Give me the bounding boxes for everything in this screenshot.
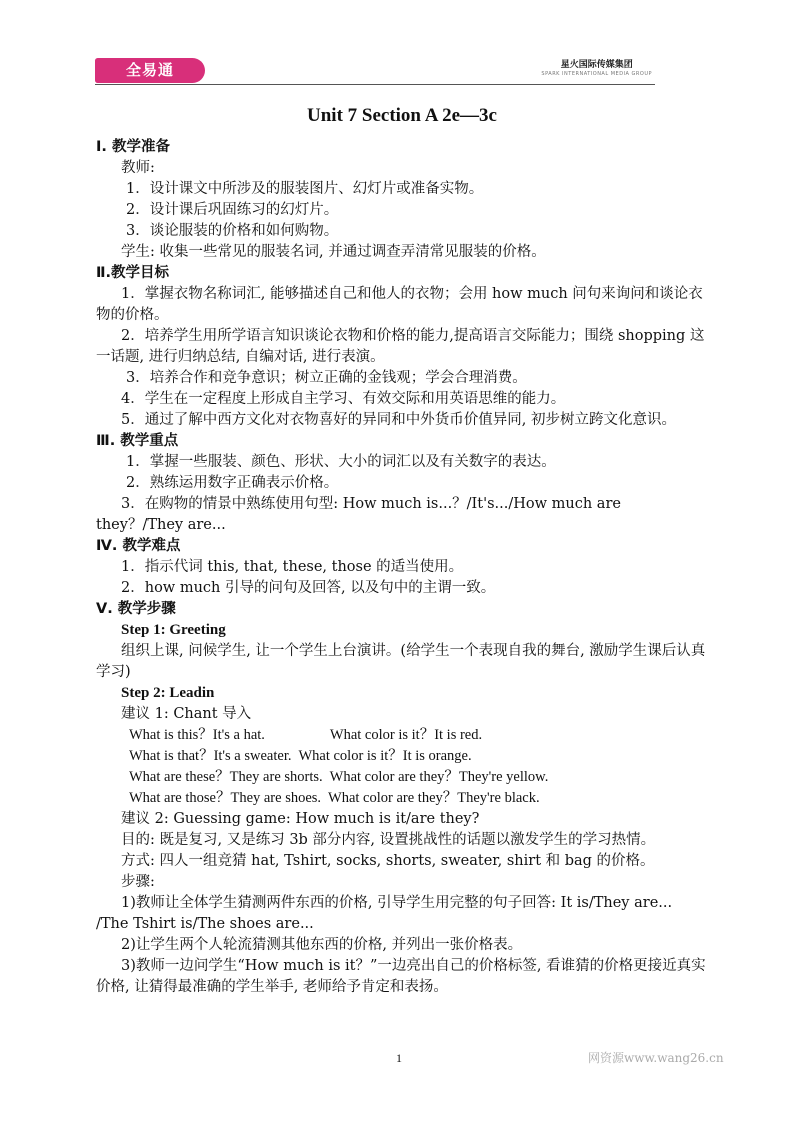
paragraph: 目的: 既是复习, 又是练习 3b 部分内容, 设置挑战性的话题以激发学生的学习热情。	[121, 832, 656, 848]
list-item: 2)让学生两个人轮流猜测其他东西的价格, 并列出一张价格表。	[121, 937, 523, 953]
brand-logo: 全易通	[95, 58, 205, 83]
section-heading: Ⅳ. 教学难点	[96, 538, 181, 554]
list-item: 1．掌握一些服装、颜色、形状、大小的词汇以及有关数字的表达。	[126, 454, 556, 470]
chant-line: What is this？It's a hat. What color is it？It is red.	[129, 727, 483, 743]
page-number: 1	[396, 1051, 402, 1065]
list-item: 4．学生在一定程度上形成自主学习、有效交际和用英语思维的能力。	[121, 391, 566, 407]
section-heading: Ⅲ. 教学重点	[96, 433, 179, 449]
section-heading: Ⅰ. 教学准备	[96, 139, 170, 155]
paragraph: 组织上课, 问候学生, 让一个学生上台演讲。(给学生一个表现自我的舞台, 激励学生课后认真学习)	[96, 643, 706, 680]
list-item: 3)教师一边问学生“How much is it？”一边亮出自己的价格标签, 看谁猜的价格更接近真实价格, 让猜得最准确的学生举手, 老师给予肯定和表扬。	[96, 958, 706, 995]
list-item: 3．在购物的情景中熟练使用句型: How much is...？/It's.../How much are they？/They are...	[96, 496, 621, 533]
list-item: 2．熟练运用数字正确表示价格。	[126, 475, 339, 491]
step-title: Step 2: Leadin	[121, 685, 215, 701]
section-heading: Ⅴ. 教学步骤	[96, 601, 176, 617]
source-watermark: 网资源www.wang26.cn	[588, 1051, 724, 1065]
publisher-name: 星火国际传媒集团	[560, 60, 633, 70]
list-item: 2．how much 引导的问句及回答, 以及句中的主谓一致。	[121, 580, 496, 596]
paragraph: 步骤:	[121, 874, 155, 890]
section-heading: Ⅱ.教学目标	[96, 265, 170, 281]
list-item: 5．通过了解中西方文化对衣物喜好的异同和中外货币价值异同, 初步树立跨文化意识。	[121, 412, 676, 428]
paragraph: 学生: 收集一些常见的服装名词, 并通过调查弄清常见服装的价格。	[121, 244, 546, 260]
list-item: 3．培养合作和竞争意识；树立正确的金钱观；学会合理消费。	[126, 370, 527, 386]
publisher-name-en: SPARK INTERNATIONAL MEDIA GROUP	[541, 71, 652, 77]
list-item: 1)教师让全体学生猜测两件东西的价格, 引导学生用完整的句子回答: It is/They are... /The Tshirt is/The shoes are...	[96, 895, 673, 932]
list-item: 2．培养学生用所学语言知识谈论衣物和价格的能力,提高语言交际能力；围绕 shopping 这一话题, 进行归纳总结, 自编对话, 进行表演。	[96, 328, 705, 365]
page-header	[0, 0, 800, 90]
page-title: Unit 7 Section A 2e—3c	[307, 105, 497, 126]
paragraph: 教师:	[121, 160, 155, 176]
chant-line: What are these？They are shorts. What color are they？They're yellow.	[129, 769, 549, 785]
header-divider	[95, 84, 655, 85]
list-item: 3．谈论服装的价格和如何购物。	[126, 223, 339, 239]
list-item: 2．设计课后巩固练习的幻灯片。	[126, 202, 339, 218]
step-title: Step 1: Greeting	[121, 622, 226, 638]
chant-line: What are those？They are shoes. What color are they？They're black.	[129, 790, 540, 806]
chant-line: What is that？It's a sweater. What color is it？It is orange.	[129, 748, 472, 764]
paragraph: 建议 2: Guessing game: How much is it/are they?	[121, 811, 480, 827]
paragraph: 建议 1: Chant 导入	[121, 706, 252, 722]
publisher-brand	[541, 60, 652, 78]
list-item: 1．掌握衣物名称词汇, 能够描述自己和他人的衣物；会用 how much 问句来询问和谈论衣物的价格。	[96, 286, 703, 323]
document-body	[96, 100, 708, 998]
list-item: 1．指示代词 this, that, these, those 的适当使用。	[121, 559, 464, 575]
list-item: 1．设计课文中所涉及的服装图片、幻灯片或准备实物。	[126, 181, 484, 197]
paragraph: 方式: 四人一组竞猜 hat, Tshirt, socks, shorts, sweater, shirt 和 bag 的价格。	[121, 853, 655, 869]
